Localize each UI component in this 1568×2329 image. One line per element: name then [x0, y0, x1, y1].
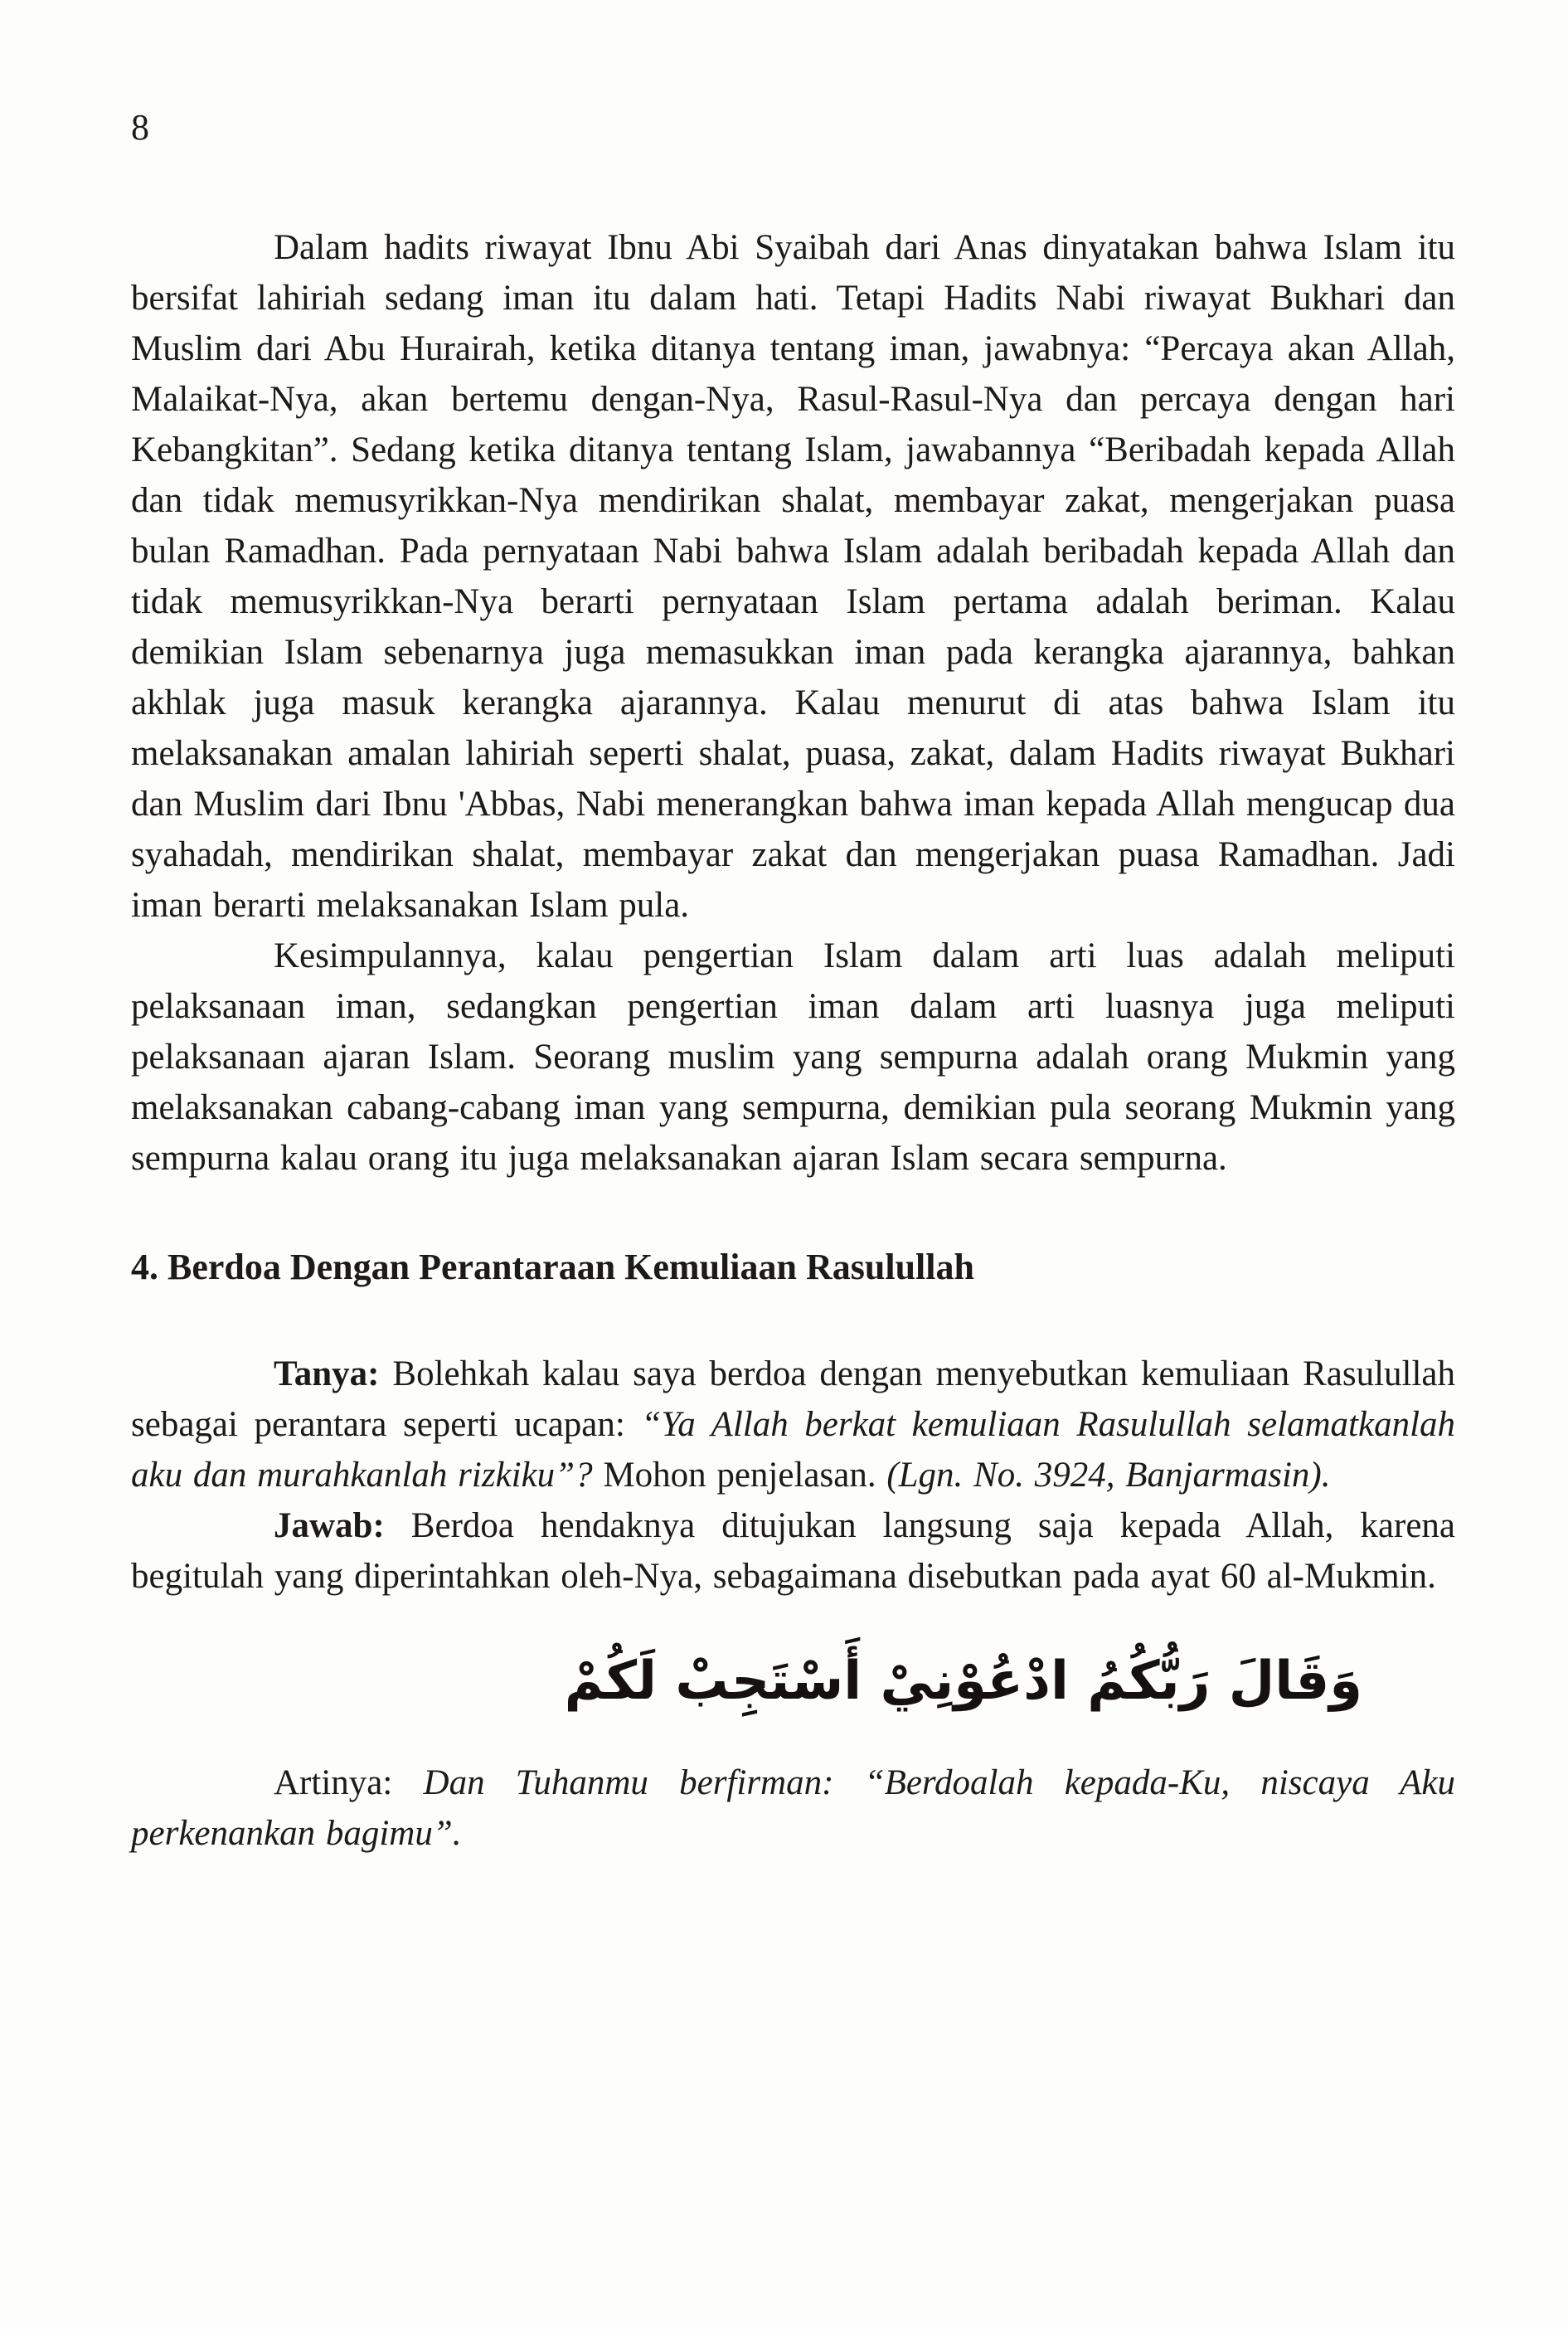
paragraph-jawab	[131, 1500, 1455, 1602]
page-body	[131, 222, 1455, 1859]
translation-label: Artinya:	[274, 1763, 393, 1802]
paragraph-kesimpulan: Kesimpulannya, kalau pengertian Islam dalam arti luas adalah meliputi pelaksanaan iman, sedangkan pengertian iman dalam arti luasnya juga meliputi pelaksanaan ajaran Islam. Seorang muslim yang sempurna adalah orang Mukmin yang melaksanakan cabang-cabang iman yang sempurna, demikian pula seorang Mukmin yang sempurna kalau orang itu juga melaksanakan ajaran Islam secara sempurna.	[131, 936, 1455, 1178]
jawab-label: Jawab:	[274, 1506, 385, 1545]
tanya-close-text: Mohon penjelasan.	[603, 1456, 876, 1495]
paragraph-hadits: Dalam hadits riwayat Ibnu Abi Syaibah dari Anas dinyatakan bahwa Islam itu bersifat lahiriah sedang iman itu dalam hati. Tetapi Hadits Nabi riwayat Bukhari dan Muslim dari Abu Hurairah, ketika ditanya tentang iman, jawabnya: “Percaya akan Allah, Malaikat-Nya, akan bertemu dengan-Nya, Rasul-Rasul-Nya dan percaya dengan hari Kebangkitan”. Sedang ketika ditanya tentang Islam, jawabannya “Beribadah kepada Allah dan tidak memusyrikkan-Nya mendirikan shalat, membayar zakat, mengerjakan puasa bulan Ramadhan. Pada pernyataan Nabi bahwa Islam adalah beribadah kepada Allah dan tidak memusyrikkan-Nya berarti pernyataan Islam pertama adalah beriman. Kalau demikian Islam sebenarnya juga memasukkan iman pada kerangka ajarannya, bahkan akhlak juga masuk kerangka ajarannya. Kalau menurut di atas bahwa Islam itu melaksanakan amalan lahiriah seperti shalat, puasa, zakat, dalam Hadits riwayat Bukhari dan Muslim dari Ibnu 'Abbas, Nabi menerangkan bahwa iman kepada Allah mengucap dua syahadah, mendirikan shalat, membayar zakat dan mengerjakan puasa Ramadhan. Jadi iman berarti melaksanakan Islam pula.	[131, 228, 1455, 925]
tanya-intro-text: Bolehkah kalau saya berdoa dengan menyebutkan kemuliaan Rasulullah sebagai perantara seperti ucapan:	[131, 1354, 1455, 1444]
section-heading: 4. Berdoa Dengan Perantaraan Kemuliaan Rasulullah	[131, 1247, 974, 1287]
paragraph-translation	[131, 1758, 1455, 1859]
paragraph-tanya	[131, 1349, 1455, 1500]
quran-verse-arabic: وَقَالَ رَبُّكُمُ ادْعُوْنِيْ أَسْتَجِبْ لَكُمْ	[564, 1651, 1362, 1712]
translation-text: Dan Tuhanmu berfirman: “Berdoalah kepada-Ku, niscaya Aku perkenankan bagimu”.	[131, 1763, 1455, 1853]
jawab-text: Berdoa hendaknya ditujukan langsung saja kepada Allah, karena begitulah yang diperintahkan oleh-Nya, sebagaimana disebutkan pada ayat 60 al-Mukmin.	[131, 1506, 1455, 1596]
tanya-quote-text: “Ya Allah berkat kemuliaan Rasulullah selamatkanlah aku dan murahkanlah rizkiku”?	[131, 1405, 1456, 1495]
tanya-source-text: (Lgn. No. 3924, Banjarmasin).	[886, 1456, 1331, 1495]
tanya-label: Tanya:	[274, 1354, 380, 1393]
page-number: 8	[131, 107, 149, 148]
